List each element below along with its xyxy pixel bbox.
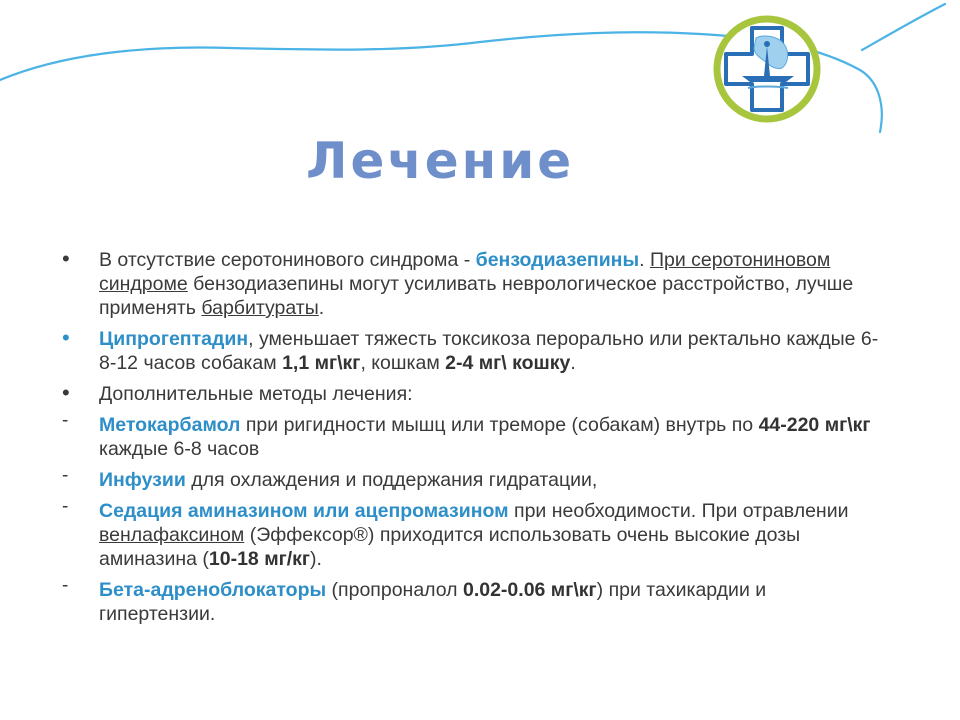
bullet-marker: • [62,380,70,405]
list-item [60,465,880,492]
medical-cross-emblem-icon [712,14,822,124]
underlined-text: барбитураты [201,297,319,319]
list-item [60,248,880,320]
text: , уменьшает тяжесть токсикоза перорально или ректально каждые 6-8-12 часов собакам [99,328,879,374]
text: . [570,352,576,374]
bullet-marker: • [62,246,70,271]
dose-value: 2-4 мг\ кошку [445,352,571,374]
highlight-term: бензодиазепины [475,249,640,271]
underlined-text: венлафаксином [99,524,245,546]
text: (пропроналол [326,579,463,601]
text: каждые 6-8 часов [99,438,260,460]
list-item [60,496,880,571]
list-item [60,410,880,461]
dash-marker: - [62,465,69,486]
list-item [60,382,880,406]
dash-marker: - [62,410,69,431]
dash-marker: - [62,575,69,596]
dash-marker: - [62,496,69,517]
text: В отсутствие серотонинового синдрома - [99,249,476,271]
highlight-term: Инфузии [99,469,186,491]
highlight-term: Метокарбамол [99,414,241,436]
underlined-text: При серотониновом синдроме [99,249,831,295]
text: , кошкам [360,352,446,374]
highlight-term: Седация аминазином или ацепромазином [99,500,509,522]
highlight-term: Бета-адреноблокаторы [99,579,327,601]
highlight-term: Ципрогептадин [99,328,249,350]
list-item [60,327,880,375]
dose-value: 44-220 мг\кг [758,414,871,436]
page-title: Лечение [306,132,575,190]
text: Дополнительные методы лечения: [99,383,413,405]
bullet-list [60,248,880,633]
text: для охлаждения и поддержания гидратации, [185,469,598,491]
dose-value: 10-18 мг/кг [208,548,311,570]
text: при ригидности мышц или треморе (собакам) внутрь по [240,414,759,436]
text: ). [310,548,322,570]
text: . [639,249,650,271]
dose-value: 1,1 мг\кг [282,352,361,374]
list-item [60,575,880,626]
dose-value: 0.02-0.06 мг\кг [462,579,597,601]
text: при необходимости. При отравлении [508,500,849,522]
text: бензодиазепины могут усиливать неврологическое расстройство, лучше применять [99,273,854,319]
text: (Эффексор®) приходится использовать очень высокие дозы аминазина ( [99,524,801,570]
bullet-marker: • [62,325,70,350]
text: . [318,297,325,319]
text: ) при тахикардии и гипертензии. [99,579,767,625]
